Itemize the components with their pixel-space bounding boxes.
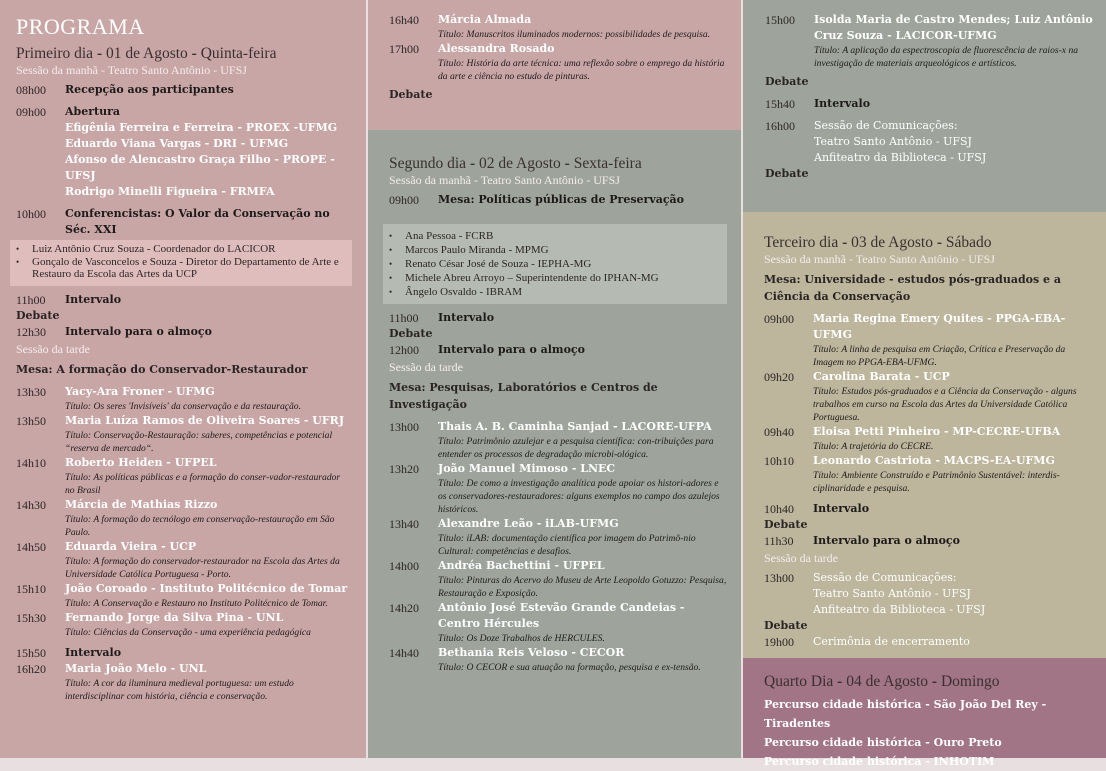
slot-content (65, 581, 347, 610)
debate-label: Debate (765, 167, 809, 180)
speaker-name: Cerimônia de encerramento (813, 635, 970, 648)
slot-time: 09h00 (16, 105, 46, 119)
day-name: Quarto Dia (764, 673, 834, 690)
day-name: Primeiro dia (16, 45, 94, 62)
talk-title: Título: Pinturas do Acervo do Museu de Arte Leopoldo Gotuzzo: Pesquisa, Restauração e Exposição. (438, 575, 727, 599)
separator: - (93, 45, 106, 62)
slot-content (438, 12, 710, 41)
program-title: PROGRAMA (16, 14, 145, 39)
slot-time: 10h10 (764, 454, 794, 468)
slot-time: 12h30 (16, 324, 46, 339)
day-weekday: Quinta-feira (200, 45, 277, 62)
schedule-slot (16, 645, 352, 661)
talk-title: Título: As políticas públicas e a formação do conser-vador-restaurador no Brasil (65, 471, 341, 496)
day-heading (764, 233, 1096, 252)
talk-entry (16, 581, 352, 610)
schedule-slot (389, 342, 727, 358)
slot-content (813, 424, 1060, 453)
talk-entry (16, 610, 352, 639)
tour-item[interactable]: Percurso cidade histórica - INHOTIM (764, 755, 995, 768)
day2-continued-panel (743, 0, 1106, 212)
day2-panel (368, 130, 741, 758)
tour-item[interactable]: Percurso cidade histórica - São João Del Rey - Tiradentes (764, 698, 1047, 730)
talk-title: Título: A aplicação da espectroscopia de fluorescência de raios-x na investigação de materiais arqueológicos e artísticos. (814, 45, 1079, 69)
slot-label: Conferencistas: O Valor da Conservação no Séc. XXI (65, 207, 330, 236)
slot-time: 14h50 (16, 539, 46, 554)
talk-entry (389, 516, 727, 558)
slot-time: 10h40 (764, 502, 794, 516)
schedule-slot (764, 501, 1096, 517)
slot-content (65, 292, 121, 308)
speaker-name: Alessandra Rosado (438, 42, 555, 55)
slot-content (65, 539, 352, 581)
slot-time: 16h00 (765, 119, 795, 133)
participant: • Luiz Antônio Cruz Souza - Coordenador do LACICOR (32, 243, 344, 256)
talk-title: Título: O CECOR e sua atuação na formação, pesquisa e ex-tensão. (438, 662, 701, 673)
slot-content (813, 570, 985, 618)
slot-content (813, 369, 1096, 424)
slot-content (65, 206, 352, 238)
slot-time: 08h00 (16, 83, 46, 97)
talk-entry (389, 12, 727, 41)
separator: - (560, 155, 574, 172)
day1-continued-panel (368, 0, 741, 130)
session-label: Sessão da tarde (389, 360, 463, 374)
slot-content (814, 12, 1096, 70)
panel-title: Mesa: A formação do Conservador-Restaurador (16, 362, 308, 376)
schedule-slot (16, 82, 352, 98)
talk-title: Título: Os Doze Trabalhos de HERCULES. (438, 633, 605, 644)
slot-content (65, 661, 352, 703)
day-date: 03 de Agosto (851, 234, 933, 251)
slot-content (65, 610, 311, 639)
session-label: Sessão da manhã - Teatro Santo Antônio - UFSJ (764, 252, 995, 266)
session-label: Sessão da manhã - Teatro Santo Antônio - UFSJ (16, 63, 247, 77)
slot-time: 11h00 (389, 311, 419, 325)
day-date: 04 de Agosto (846, 673, 929, 690)
slot-content (814, 96, 870, 112)
talk-title: Título: De como a investigação analítica pode apoiar os histori-adores e os conservadores-restauradores: alguns exemplos no campo dos azulejos históricos. (438, 478, 720, 515)
day-weekday: Sexta-feira (573, 155, 642, 172)
slot-label: Intervalo (814, 97, 871, 110)
talk-title: Título: Conservação-Restauração: saberes, competências e potencial “reserva de mercado“. (65, 429, 333, 454)
day-name: Terceiro dia (764, 234, 839, 251)
day-heading (389, 154, 727, 173)
slot-content (438, 558, 727, 600)
speaker-name: Sessão de Comunicações: (813, 571, 957, 584)
slot-time: 13h40 (389, 517, 419, 531)
separator: - (932, 234, 946, 251)
slot-content (438, 600, 727, 645)
slot-content (65, 455, 352, 497)
talk-entry (389, 558, 727, 600)
day-date: 01 de Agosto (105, 45, 188, 62)
slot-time: 15h30 (16, 610, 46, 625)
slot-label: Intervalo (65, 645, 122, 659)
talk-entry (16, 413, 352, 455)
speaker-name: Sessão de Comunicações: (814, 119, 958, 132)
talk-title: Título: A formação do conservador-restaurador na Escola das Artes da Universidade Católica Portuguesa - Porto. (65, 555, 340, 580)
slot-label: Intervalo (813, 502, 870, 515)
slot-time: 15h50 (16, 645, 46, 660)
schedule-slot (764, 570, 1096, 618)
panel-title: Mesa: Universidade - estudos pós-graduados e a Ciência da Conservação (764, 273, 1061, 303)
talk-title: Título: Ciências da Conservação - uma experiência pedagógica (65, 626, 311, 638)
slot-label: Abertura (65, 105, 121, 118)
separator: - (466, 155, 479, 172)
talk-title: Título: Patrimônio azulejar e a pesquisa científica: con-tribuições para entender os processos de degradação microbi-ológica. (438, 436, 714, 460)
speaker-name: Afonso de Alencastro Graça Filho - PROPE - UFSJ (65, 153, 335, 182)
talk-entry (16, 384, 352, 413)
talk-entry (16, 455, 352, 497)
talk-entry (389, 419, 727, 461)
slot-content (438, 516, 727, 558)
slot-time: 19h00 (764, 635, 794, 649)
talk-entry (764, 311, 1096, 369)
debate-label: Debate (764, 619, 808, 632)
talk-entry (16, 539, 352, 581)
slot-content (813, 453, 1096, 495)
schedule-slot (389, 192, 727, 208)
schedule-slot (16, 104, 352, 200)
slot-time: 14h00 (389, 559, 419, 573)
talk-title: Título: A formação do tecnólogo em conservação-restauração em São Paulo. (65, 513, 335, 538)
slot-content (438, 192, 684, 208)
day4-panel (743, 658, 1106, 768)
speaker-name: Eduarda Vieira - UCP (65, 539, 197, 553)
speaker-name: Maria Luíza Ramos de Oliveira Soares - UFRJ (65, 413, 345, 427)
talk-title: Título: Ambiente Construído e Patrimônio Sustentável: interdis-ciplinaridade e pesquisa. (813, 470, 1060, 494)
slot-time: 13h30 (16, 384, 46, 399)
speaker-name: Efigênia Ferreira e Ferreira - PROEX -UFMG (65, 121, 338, 134)
speaker-name: Maria João Melo - UNL (65, 661, 207, 675)
slot-content (438, 310, 494, 326)
slot-label: Intervalo para o almoço (438, 343, 585, 356)
speaker-name: Márcia de Mathias Rizzo (65, 497, 218, 511)
session-label: Sessão da tarde (764, 551, 838, 565)
participant: • Michele Abreu Arroyo – Superintendente do IPHAN-MG (405, 271, 719, 285)
slot-time: 13h50 (16, 413, 46, 428)
schedule-slot (16, 292, 352, 308)
debate-label: Debate (16, 308, 60, 322)
speaker-name: Alexandre Leão - iLAB-UFMG (438, 517, 619, 530)
slot-content (813, 634, 970, 650)
schedule-slot (389, 310, 727, 326)
separator: - (838, 234, 852, 251)
slot-time: 13h00 (389, 420, 419, 434)
slot-content (813, 533, 960, 549)
day3-panel (743, 212, 1106, 658)
slot-content (65, 104, 352, 200)
slot-time: 14h30 (16, 497, 46, 512)
slot-time: 15h00 (765, 13, 795, 27)
talk-title: Título: Estudos pós-graduados e a Ciência da Conservação - alguns trabalhos em curso na Escola das Artes da Universidade Católica Portuguesa. (813, 386, 1077, 423)
separator: - (928, 673, 941, 690)
debate-label: Debate (389, 327, 433, 340)
speaker-name: Teatro Santo Antônio - UFSJ (814, 135, 972, 148)
speaker-name: Anfiteatro da Biblioteca - UFSJ (813, 603, 986, 616)
speaker-name: Andréa Bachettini - UFPEL (438, 559, 605, 572)
slot-content (438, 419, 727, 461)
day-heading (16, 44, 352, 63)
speaker-name: Eduardo Viana Vargas - DRI - UFMG (65, 137, 289, 150)
slot-time: 09h00 (389, 193, 419, 207)
speaker-name: João Manuel Mimoso - LNEC (438, 462, 616, 475)
day-date: 02 de Agosto (478, 155, 561, 172)
slot-time: 13h20 (389, 462, 419, 476)
participant: • Marcos Paulo Miranda - MPMG (405, 243, 719, 257)
slot-time: 09h40 (764, 425, 794, 439)
talk-entry (16, 497, 352, 539)
slot-label: Intervalo (438, 311, 495, 324)
schedule-slot (764, 533, 1096, 549)
separator: - (833, 673, 847, 690)
slot-label: Intervalo (65, 292, 122, 306)
slot-time: 09h20 (764, 370, 794, 384)
slot-time: 17h00 (389, 42, 419, 56)
slot-time: 12h00 (389, 343, 419, 357)
slot-content (813, 311, 1096, 369)
speaker-name: Antônio José Estevão Grande Candeias - Centro Hércules (438, 601, 685, 630)
talk-entry (765, 12, 1096, 70)
slot-label: Mesa: Políticas públicas de Preservação (438, 193, 685, 206)
slot-time: 15h40 (765, 97, 795, 111)
talk-title: Título: A Conservação e Restauro no Instituto Politécnico de Tomar. (65, 597, 328, 609)
speaker-name: Isolda Maria de Castro Mendes; Luiz Antônio Cruz Souza - LACICOR-UFMG (814, 13, 1093, 42)
talk-entry (16, 661, 352, 703)
speaker-name: Yacy-Ara Froner - UFMG (65, 384, 215, 398)
talk-entry (389, 461, 727, 516)
talk-entry (389, 645, 727, 674)
panel-title: Mesa: Pesquisas, Laboratórios e Centros de Investigação (389, 381, 658, 411)
slot-time: 14h40 (389, 646, 419, 660)
slot-time: 15h10 (16, 581, 46, 596)
speaker-name: Leonardo Castriota - MACPS-EA-UFMG (813, 454, 1055, 467)
day-weekday: Sábado (945, 234, 992, 251)
talk-entry (764, 424, 1096, 453)
slot-content (438, 645, 701, 674)
participant: • Ana Pessoa - FCRB (405, 229, 719, 243)
speaker-name: Maria Regina Emery Quites - PPGA-EBA-UFMG (813, 312, 1066, 341)
slot-time: 11h00 (16, 292, 46, 307)
slot-time: 14h20 (389, 601, 419, 615)
day-name: Segundo dia (389, 155, 467, 172)
schedule-slot (16, 324, 352, 340)
slot-time: 14h10 (16, 455, 46, 470)
talk-entry (764, 369, 1096, 424)
slot-content (65, 497, 352, 539)
schedule-slot (764, 634, 1096, 650)
slot-time: 10h00 (16, 207, 46, 221)
separator: - (187, 45, 201, 62)
talk-title: Título: iLAB: documentação científica por imagem do Patrimô-nio Cultural: competências e desafios. (438, 533, 696, 557)
slot-time: 16h40 (389, 13, 419, 27)
participant: • Ângelo Osvaldo - IBRAM (405, 285, 719, 299)
talk-title: Título: A cor da iluminura medieval portuguesa: um estudo interdisciplinar com história, ciência e conservação. (65, 677, 294, 702)
participant: • Gonçalo de Vasconcelos e Souza - Diretor do Departamento de Arte e Restauro da Escola das Artes da UCP (32, 256, 344, 281)
day-heading (764, 672, 1096, 691)
slot-content (438, 461, 727, 516)
debate-label: Debate (765, 75, 809, 88)
speaker-name: João Coroado - Instituto Politécnico de Tomar (65, 581, 348, 595)
slot-label: Recepção aos participantes (65, 83, 234, 96)
participants-list (383, 224, 727, 304)
slot-content (65, 645, 121, 661)
slot-time: 09h00 (764, 312, 794, 326)
speaker-name: Teatro Santo Antônio - UFSJ (813, 587, 971, 600)
speaker-name: Anfiteatro da Biblioteca - UFSJ (814, 151, 987, 164)
session-label: Sessão da tarde (16, 341, 90, 356)
slot-content (438, 41, 727, 83)
participants-list (10, 240, 352, 286)
day1-panel (0, 0, 366, 758)
talk-title: Título: A linha de pesquisa em Criação, Crítica e Preservação da Imagem no PPGA-EBA-UFMG. (813, 344, 1066, 368)
slot-time: 16h20 (16, 661, 46, 676)
day-weekday: Domingo (940, 673, 1000, 690)
schedule-slot (16, 206, 352, 238)
speaker-name: Fernando Jorge da Silva Pina - UNL (65, 610, 284, 624)
talk-entry (764, 453, 1096, 495)
slot-content (438, 342, 585, 358)
debate-label: Debate (764, 518, 808, 531)
tour-item[interactable]: Percurso cidade histórica - Ouro Preto (764, 736, 1002, 749)
speaker-name: Thais A. B. Caminha Sanjad - LACORE-UFPA (438, 420, 712, 433)
speaker-name: Rodrigo Minelli Figueira - FRMFA (65, 185, 275, 198)
slot-content (65, 324, 212, 340)
slot-time: 11h30 (764, 534, 794, 548)
slot-content (65, 82, 234, 98)
participant: • Renato César José de Souza - IEPHA-MG (405, 257, 719, 271)
debate-label: Debate (389, 88, 433, 101)
slot-label: Intervalo para o almoço (813, 534, 960, 547)
talk-title: Título: História da arte técnica: uma reflexão sobre o emprego da história da arte e ciência no estudo de pinturas. (438, 58, 725, 82)
talk-title: Título: Manuscritos iluminados modernos: possibilidades de pesquisa. (438, 29, 711, 40)
speaker-name: Roberto Heiden - UFPEL (65, 455, 217, 469)
speaker-name: Bethania Reis Veloso - CECOR (438, 646, 625, 659)
slot-content (65, 413, 352, 455)
slot-content (813, 501, 869, 517)
talk-title: Título: A trajetória do CECRE. (813, 441, 934, 452)
speaker-name: Carolina Barata - UCP (813, 370, 950, 383)
speaker-name: Eloisa Petti Pinheiro - MP-CECRE-UFBA (813, 425, 1061, 438)
slot-label: Intervalo para o almoço (65, 324, 212, 338)
session-label: Sessão da manhã - Teatro Santo Antônio - UFSJ (389, 173, 620, 187)
schedule-slot (765, 96, 1096, 112)
talk-title: Título: Os seres 'Invisíveis' da conservação e da restauração. (65, 400, 302, 412)
schedule-slot (765, 118, 1096, 166)
talk-entry (389, 600, 727, 645)
slot-content (814, 118, 986, 166)
talk-entry (389, 41, 727, 83)
slot-time: 13h00 (764, 571, 794, 585)
speaker-name: Márcia Almada (438, 13, 532, 26)
slot-content (65, 384, 301, 413)
